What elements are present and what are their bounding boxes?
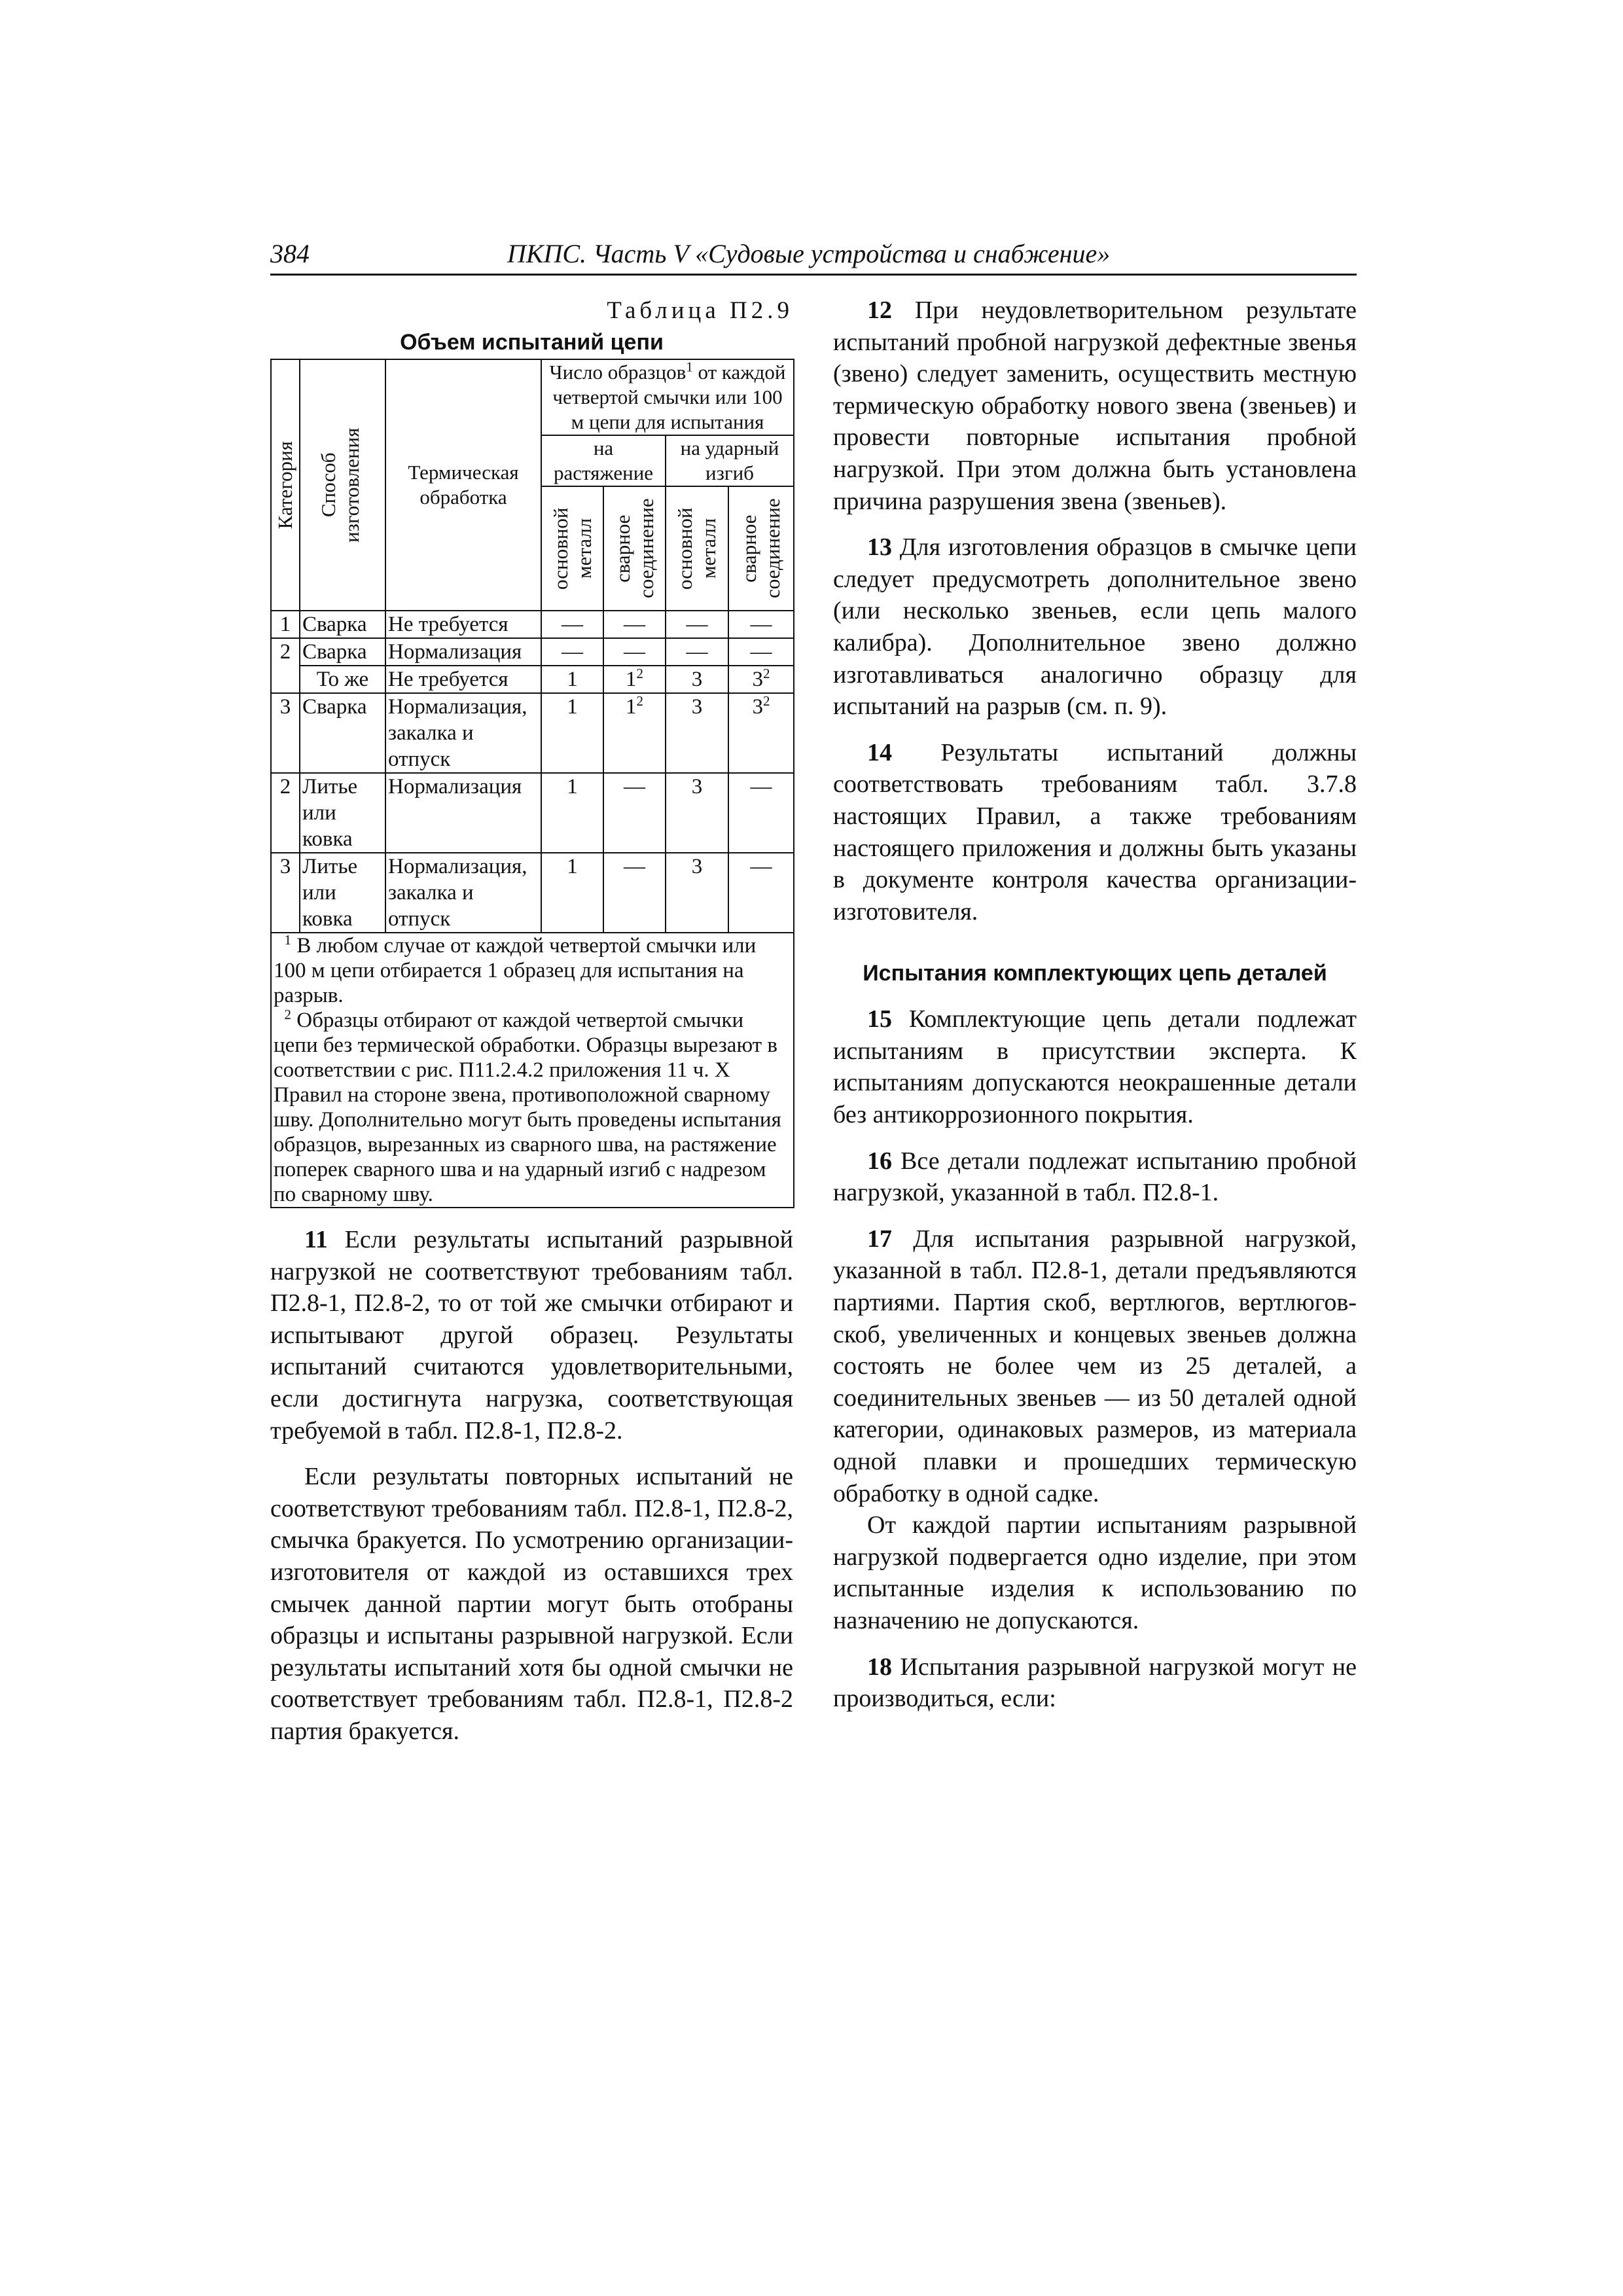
table-row: 2 Литье или ковка Нормализация 1 — 3 — <box>271 773 794 853</box>
running-title: ПКПС. Часть V «Судовые устройства и снабжение» <box>507 239 1111 268</box>
paragraph-16: 16 Все детали подлежат испытанию пробной нагрузкой, указанной в табл. П2.8-1. <box>833 1147 1357 1207</box>
right-column <box>833 295 1357 1715</box>
header-tension: на растяжение <box>541 435 666 486</box>
table-title: Объем испытаний цепи <box>400 330 664 355</box>
paragraph-18: 18 Испытания разрывной нагрузкой могут не производиться, если: <box>833 1653 1357 1713</box>
header-samples: Число образцов$^1$ от каждой четвертой смычки или 100 м цепи для испытания <box>541 359 794 435</box>
paragraph-11: 11 Если результаты испытаний разрывной нагрузкой не соответствуют требованиям табл. П2.8-1, П2.8-2, то от той же смычки отбирают и испытывают другой образец. Результаты испытаний считаются удовлетворительными, если достигнута нагрузка, соответствующая требуемой в табл. П2.8-1, П2.8-2. <box>270 1226 793 1444</box>
table-row: 2 Сварка Нормализация — — — — <box>271 638 794 666</box>
table-row: То же Не требуется 1 $1^2$ 3 $3^2$ <box>271 666 794 693</box>
left-column <box>270 295 793 1748</box>
header-rule <box>270 274 1357 276</box>
header-tension-weld: сварное соединение <box>603 486 666 611</box>
section-heading: Испытания комплектующих цепь деталей <box>863 961 1327 986</box>
table-note: $^2$ Образцы отбирают от каждой четвертой смычки цепи без термической обработки. Образцы вырезают в соответствии с рис. П11.2.4.2 приложения 11 ч. X Правил на стороне звена, противоположной сварному шву. Дополнительно могут быть проведены испытания образцов, вырезанных из сварного шва, на растяжение поперек сварного шва и на ударный изгиб с надрезом по сварному шву. <box>274 1007 781 1206</box>
paragraph-17-continued: От каждой партии испытаниям разрывной нагрузкой подвергается одно изделие, при этом испытанные изделия к использованию по назначению не допускаются. <box>833 1511 1357 1634</box>
header-tension-base: основной металл <box>541 486 603 611</box>
header-impact-weld: сварное соединение <box>728 486 794 611</box>
paragraph-11-continued: Если результаты повторных испытаний не соответствуют требованиям табл. П2.8-1, П2.8-2, смычка бракуется. По усмотрению организации-изготовителя от каждой из оставшихся трех смычек данной партии могут быть отобраны образцы и испытаны разрывной нагрузкой. Если результаты испытаний хотя бы одной смычки не соответствует требованиям табл. П2.8-1, П2.8-2 партия бракуется. <box>270 1463 793 1745</box>
paragraph-12: 12 При неудовлетворительном результате испытаний пробной нагрузкой дефектные звенья (звено) следует заменить, осуществить местную термическую обработку нового звена (звеньев) и провести повторные испытания пробной нагрузкой. При этом должна быть установлена причина разрушения звена (звеньев). <box>833 296 1357 515</box>
table-notes <box>271 933 794 1208</box>
paragraph-17: 17 Для испытания разрывной нагрузкой, указанной в табл. П2.8-1, детали предъявляются партиями. Партия скоб, вертлюгов, вертлюгов-скоб, увеличенных и концевых звеньев должна состоять не более чем из 25 деталей, а соединительных звеньев — из 50 деталей одной категории, одинаковых размеров, из материала одной плавки и прошедших термическую обработку в одной садке. <box>833 1225 1357 1507</box>
table-note: $^1$ В любом случае от каждой четвертой смычки или 100 м цепи отбирается 1 образец для испытания на разрыв. <box>274 932 757 1007</box>
paragraph-13: 13 Для изготовления образцов в смычке цепи следует предусмотреть дополнительное звено (или несколько звеньев, если цепь малого калибра). Дополнительное звено должно изготавливаться аналогично образцу для испытаний на разрыв (см. п. 9). <box>833 533 1357 721</box>
table-row: 3 Литье или ковка Нормализация, закалка и отпуск 1 — 3 — <box>271 853 794 933</box>
page-header <box>270 237 1357 278</box>
page-number: 384 <box>270 239 310 268</box>
table-row: 1 Сварка Не требуется — — — — <box>271 611 794 638</box>
table-label: Таблица П2.9 <box>607 297 793 324</box>
table-row: 3 Сварка Нормализация, закалка и отпуск 1 $1^2$ 3 $3^2$ <box>271 693 794 773</box>
header-impact: на ударный изгиб <box>666 435 794 486</box>
paragraph-15: 15 Комплектующие цепь детали подлежат испытаниям в присутствии эксперта. К испытаниям допускаются неокрашенные детали без антикоррозионного покрытия. <box>833 1005 1357 1129</box>
header-method: Способ изготовления <box>300 359 385 611</box>
header-category: Категория <box>271 359 300 611</box>
chain-tests-table <box>270 359 794 1208</box>
paragraph-14: 14 Результаты испытаний должны соответствовать требованиям табл. 3.7.8 настоящих Правил, а также требованиям настоящего приложения и должны быть указаны в документе контроля качества организации-изготовителя. <box>833 738 1357 925</box>
header-impact-base: основной металл <box>666 486 728 611</box>
header-heat-treatment: Термическая обработка <box>385 359 541 611</box>
